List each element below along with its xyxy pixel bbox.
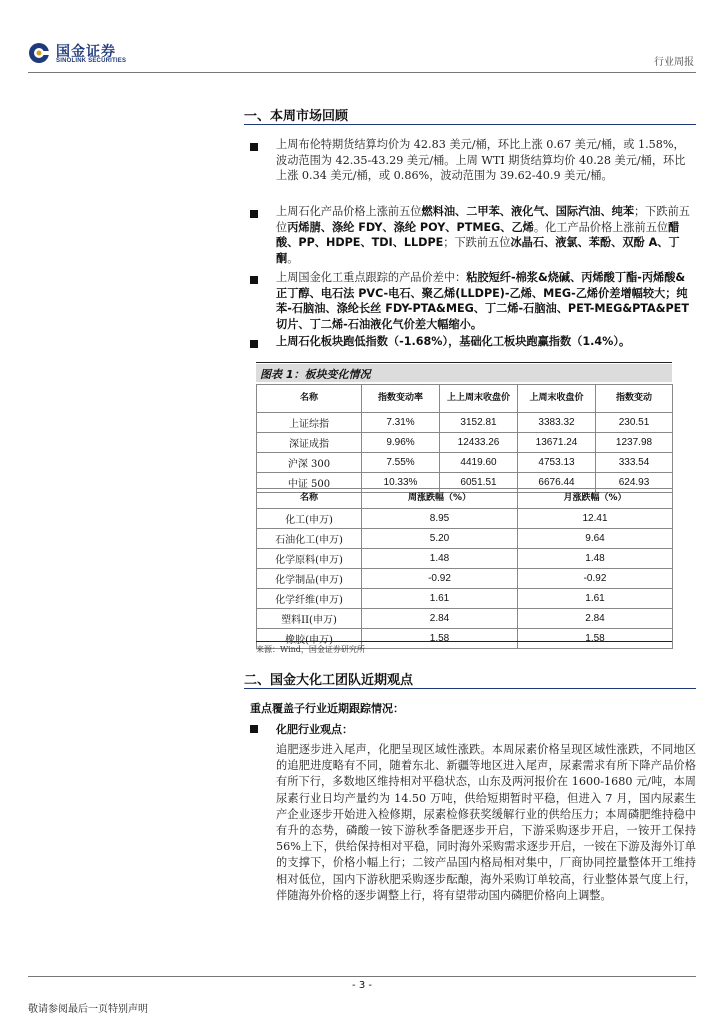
table-header-cell: 指数变动率 <box>362 385 440 413</box>
table-cell: 12.41 <box>518 509 673 529</box>
table-cell: 1.48 <box>362 549 518 569</box>
text-run: 。 <box>287 251 299 265</box>
table-cell: 沪深 300 <box>257 453 362 473</box>
bullet-icon <box>250 340 258 348</box>
text-run-bold: 丙烯腈、涤纶 FDY、涤纶 POY、PTMEG、乙烯 <box>287 220 534 234</box>
table-cell: 333.54 <box>596 453 673 473</box>
table-row <box>257 609 673 629</box>
table-cell: 4753.13 <box>518 453 596 473</box>
table-cell: 塑料II(申万) <box>257 609 362 629</box>
table-header-cell: 名称 <box>257 489 362 509</box>
company-logo <box>28 40 148 70</box>
table-cell: 12433.26 <box>440 433 518 453</box>
table-cell: 化工(申万) <box>257 509 362 529</box>
table-cell: 3383.32 <box>518 413 596 433</box>
bullet-icon <box>250 725 258 733</box>
subsection-title: 重点覆盖子行业近期跟踪情况： <box>250 702 404 715</box>
table-cell: 5.20 <box>362 529 518 549</box>
table-header-row <box>257 489 673 509</box>
logo-icon <box>28 42 50 64</box>
logo-text-cn: 国金证券 <box>56 43 116 59</box>
text-run-bold: 粘胶短纤-棉浆&烧碱、丙烯酸丁酯-丙烯酸&正丁醇、电石法 PVC-电石、聚乙烯(LLDPE)-乙烯、MEG-乙烯价差增幅较大；纯苯-石脑油、涤纶长丝 FDY-PTA&MEG、丁二烯-石脑油、PET-MEG&PTA&PET 切片、丁二烯-石油液化气价差大幅缩小。 <box>276 271 689 331</box>
text-run: 上周国金化工重点跟踪的产品价差中： <box>276 271 467 284</box>
text-run: 。化工产品价格上涨前五位 <box>533 220 669 234</box>
table-cell: 3152.81 <box>440 413 518 433</box>
bullet-icon <box>250 276 258 284</box>
table-cell: 8.95 <box>362 509 518 529</box>
table-header-row <box>257 385 673 413</box>
table-bottom-rule <box>256 641 672 642</box>
table-row <box>257 589 673 609</box>
paragraph-oil-price: 上周布伦特期货结算均价为 42.83 美元/桶，环比上涨 0.67 美元/桶，或 1.58%，波动范围为 42.35-43.29 美元/桶。上周 WTI 期货结算均价 40.28 美元/桶，环比上涨 0.34 美元/桶，或 0.86%，波动范围为 39.62-40.9 美元/桶。 <box>276 138 686 182</box>
table-top-rule <box>256 362 672 363</box>
text-run-bold: 燃料油、二甲苯、液化气、国际汽油、纯苯 <box>421 205 635 218</box>
table-cell: 1.58 <box>362 629 518 649</box>
table-cell: 10.33% <box>362 473 440 493</box>
table-cell: 4419.60 <box>440 453 518 473</box>
table-cell: 上证综指 <box>257 413 362 433</box>
page-header <box>28 40 724 76</box>
table-cell: -0.92 <box>362 569 518 589</box>
table-header-cell: 名称 <box>257 385 362 413</box>
table-header-cell: 上上周末收盘价 <box>440 385 518 413</box>
table-cell: 6051.51 <box>440 473 518 493</box>
paragraph-product-prices <box>276 204 694 266</box>
table-cell: 1.58 <box>518 629 673 649</box>
sector-change-table <box>256 488 673 649</box>
table-row <box>257 509 673 529</box>
paragraph-spreads <box>276 270 694 332</box>
section-rule <box>244 688 696 689</box>
table-cell: 2.84 <box>518 609 673 629</box>
table-cell: 7.55% <box>362 453 440 473</box>
page-number: - 3 - <box>352 980 372 991</box>
footer-divider <box>28 976 696 977</box>
table-title: 图表 1：板块变化情况 <box>260 368 371 381</box>
table-cell: 化学制品(申万) <box>257 569 362 589</box>
table-row <box>257 549 673 569</box>
text-run-bold: 上周石化板块跑低指数（-1.68%），基础化工板块跑赢指数（1.4%）。 <box>276 335 631 348</box>
table-source: 来源：Wind，国金证券研究所 <box>256 645 365 654</box>
bullet-icon <box>250 143 258 151</box>
logo-text-en: SINOLINK SECURITIES <box>56 58 127 64</box>
table-cell: 13671.24 <box>518 433 596 453</box>
table-header-cell: 周涨跌幅（%） <box>362 489 518 509</box>
fertilizer-view-title: 化肥行业观点： <box>276 723 353 736</box>
text-run: ；下跌前五位 <box>443 236 511 249</box>
bullet-icon <box>250 210 258 218</box>
table-cell: 石油化工(申万) <box>257 529 362 549</box>
table-header-cell: 上周末收盘价 <box>518 385 596 413</box>
paragraph-sector-performance <box>276 334 694 350</box>
table-cell: 中证 500 <box>257 473 362 493</box>
table-cell: 1.48 <box>518 549 673 569</box>
table-cell: 化学纤维(申万) <box>257 589 362 609</box>
table-row <box>257 433 673 453</box>
table-cell: 橡胶(申万) <box>257 629 362 649</box>
table-cell: 624.93 <box>596 473 673 493</box>
table-cell: 1.61 <box>518 589 673 609</box>
table-cell: 1.61 <box>362 589 518 609</box>
table-header-cell: 指数变动 <box>596 385 673 413</box>
section-rule <box>244 124 696 125</box>
table-cell: -0.92 <box>518 569 673 589</box>
text-run-bold: 冰晶石、液氯、苯酚、双酚 A、丁酮 <box>276 236 680 265</box>
section-title-market-review: 一、本周市场回顾 <box>244 109 349 124</box>
table-row <box>257 529 673 549</box>
table-row <box>257 453 673 473</box>
table-cell: 9.96% <box>362 433 440 453</box>
fertilizer-view-body: 追肥逐步进入尾声，化肥呈现区域性涨跌。本周尿素价格呈现区域性涨跌，不同地区的追肥进度略有不同，随着东北、新疆等地区进入尾声，尿素需求有所下降产品价格有所下行，多数地区维持相对平稳状态，山东及两河报价在 1600-1680 元/吨，本周尿素行业日均产量约为 14.50 万吨，供给短期暂时平稳，但进入 7 月，国内尿素生产企业逐步开始进入检修期，尿素检修获奖缓解行业的供给压力；本周磷肥维持稳中有升的态势，磷酸一铵下游秋季备肥逐步开启，下游采购逐步开启，一铵开工保持 56%上下，供给保持相对平稳，同时海外采购需求逐步开启，一铵在下游及海外订单的支撑下，价格小幅上行；二铵产品国内格局相对集中，厂商协同控量整体开工维持相对低位，国内下游秋肥采购逐步酝酿，海外采购订单较高，行业整体景气度上行，伴随海外价格的逐步调整上行，将有望带动国内磷肥价格向上调整。 <box>276 743 696 902</box>
table-cell: 9.64 <box>518 529 673 549</box>
table-cell: 7.31% <box>362 413 440 433</box>
text-run: 上周石化产品价格上涨前五位 <box>276 205 422 218</box>
header-divider <box>28 72 696 73</box>
table-cell: 深证成指 <box>257 433 362 453</box>
table-cell: 6676.44 <box>518 473 596 493</box>
report-type: 行业周报 <box>654 57 694 68</box>
text-run-bold: 醋酸、PP、HDPE、TDI、LLDPE <box>276 220 680 249</box>
table-cell: 230.51 <box>596 413 673 433</box>
footer-disclaimer: 敬请参阅最后一页特别声明 <box>28 1004 148 1015</box>
section-title-team-views: 二、国金大化工团队近期观点 <box>244 673 414 688</box>
index-change-table <box>256 384 673 493</box>
table-cell: 化学原料(申万) <box>257 549 362 569</box>
table-row <box>257 413 673 433</box>
table-row <box>257 569 673 589</box>
table-header-cell: 月涨跌幅（%） <box>518 489 673 509</box>
text-run: ；下跌前五位 <box>276 205 690 234</box>
table-cell: 1237.98 <box>596 433 673 453</box>
table-cell: 2.84 <box>362 609 518 629</box>
